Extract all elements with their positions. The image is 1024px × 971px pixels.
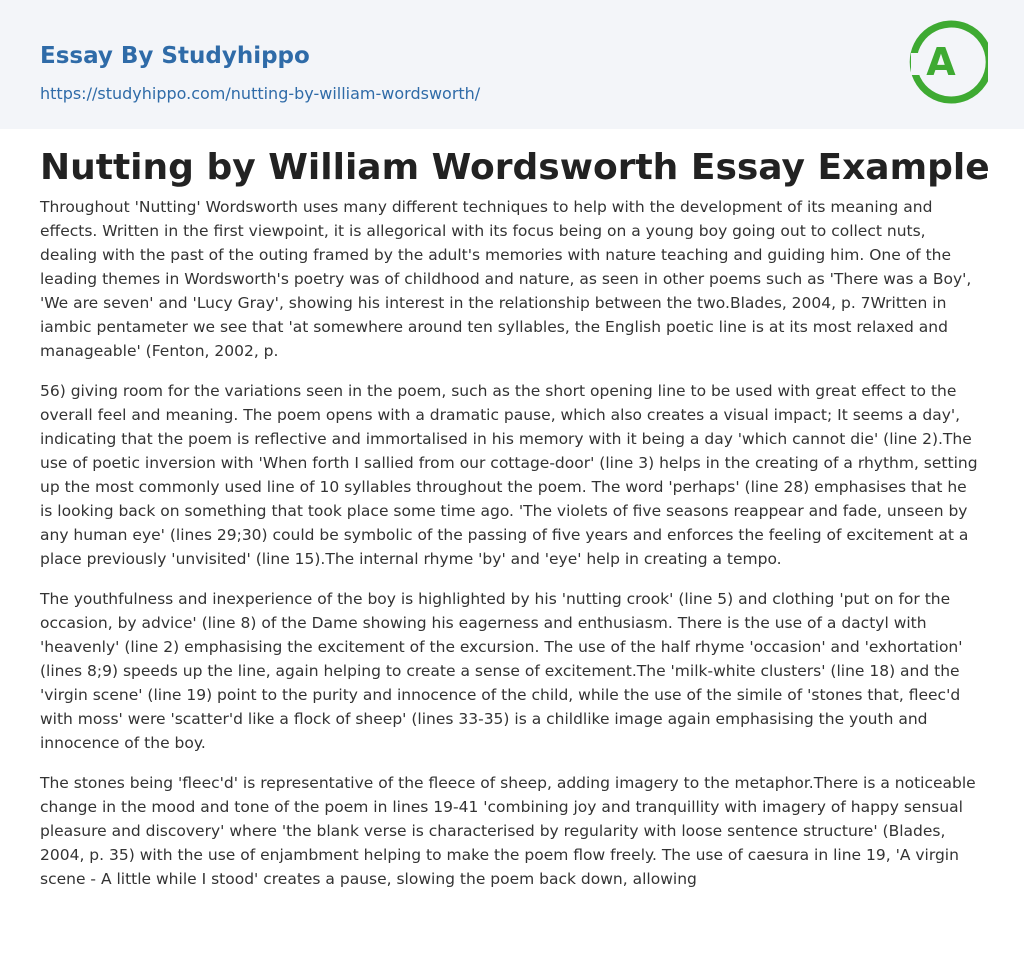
article-paragraph: 56) giving room for the variations seen in the poem, such as the short opening line to be used with great effect to the overall feel and meaning. The poem opens with a dramatic pause, which also creates a visual impact; It seems a day', indicating that the poem is reflective and immortalised in his memory with it being a day 'which cannot die' (line 2).The use of poetic inversion with 'When forth I sallied from our cottage-door' (line 3) helps in the creating of a rhythm, setting up the most commonly used line of 10 syllables throughout the poem. The word 'perhaps' (line 28) emphasises that he is looking back on something that took place some time ago. 'The violets of five seasons reappear and fade, unseen by any human eye' (lines 29;30) could be symbolic of the passing of five years and enforces the feeling of excitement at a place previously 'unvisited' (line 15).The internal rhyme 'by' and 'eye' help in creating a tempo. [40, 382, 978, 568]
site-brand[interactable]: Essay By Studyhippo [40, 43, 310, 69]
article-paragraph: The stones being 'fleec'd' is representative of the fleece of sheep, adding imagery to the metaphor.There is a noticeable change in the mood and tone of the poem in lines 19-41 'combining joy and tranquillity with imagery of happy sensual pleasure and discovery' where 'the blank verse is characterised by regularity with loose sentence structure' (Blades, 2004, p. 35) with the use of enjambment helping to make the poem flow freely. The use of caesura in line 19, 'A virgin scene - A little while I stood' creates a pause, slowing the poem back down, allowing [40, 774, 976, 888]
article-paragraph: The youthfulness and inexperience of the boy is highlighted by his 'nutting crook' (line 5) and clothing 'put on for the occasion, by advice' (line 8) of the Dame showing his eagerness and enthusiasm. There is the use of a dactyl with 'heavenly' (line 2) emphasising the excitement of the excursion. The use of the half rhyme 'occasion' and 'exhortation' (lines 8;9) speeds up the line, again helping to create a sense of excitement.The 'milk-white clusters' (line 18) and the 'virgin scene' (line 19) point to the purity and innocence of the child, while the use of the simile of 'stones that, fleec'd with moss' were 'scatter'd like a flock of sheep' (lines 33-35) is a childlike image again emphasising the youth and innocence of the boy. [40, 590, 963, 752]
article-body [40, 195, 984, 907]
article-title: Nutting by William Wordsworth Essay Example [40, 147, 990, 188]
page-url-link[interactable]: https://studyhippo.com/nutting-by-william-wordsworth/ [40, 84, 481, 103]
article-paragraph: Throughout 'Nutting' Wordsworth uses many different techniques to help with the development of its meaning and effects. Written in the first viewpoint, it is allegorical with its focus being on a young boy going out to collect nuts, dealing with the past of the outing framed by the adult's memories with nature teaching and guiding him. One of the leading themes in Wordsworth's poetry was of childhood and nature, as seen in other poems such as 'There was a Boy', 'We are seven' and 'Lucy Gray', showing his interest in the relationship between the two.Blades, 2004, p. 7Written in iambic pentameter we see that 'at somewhere around ten syllables, the English poetic line is at its most relaxed and manageable' (Fenton, 2002, p. [40, 198, 972, 360]
svg-text:A: A [926, 40, 956, 84]
